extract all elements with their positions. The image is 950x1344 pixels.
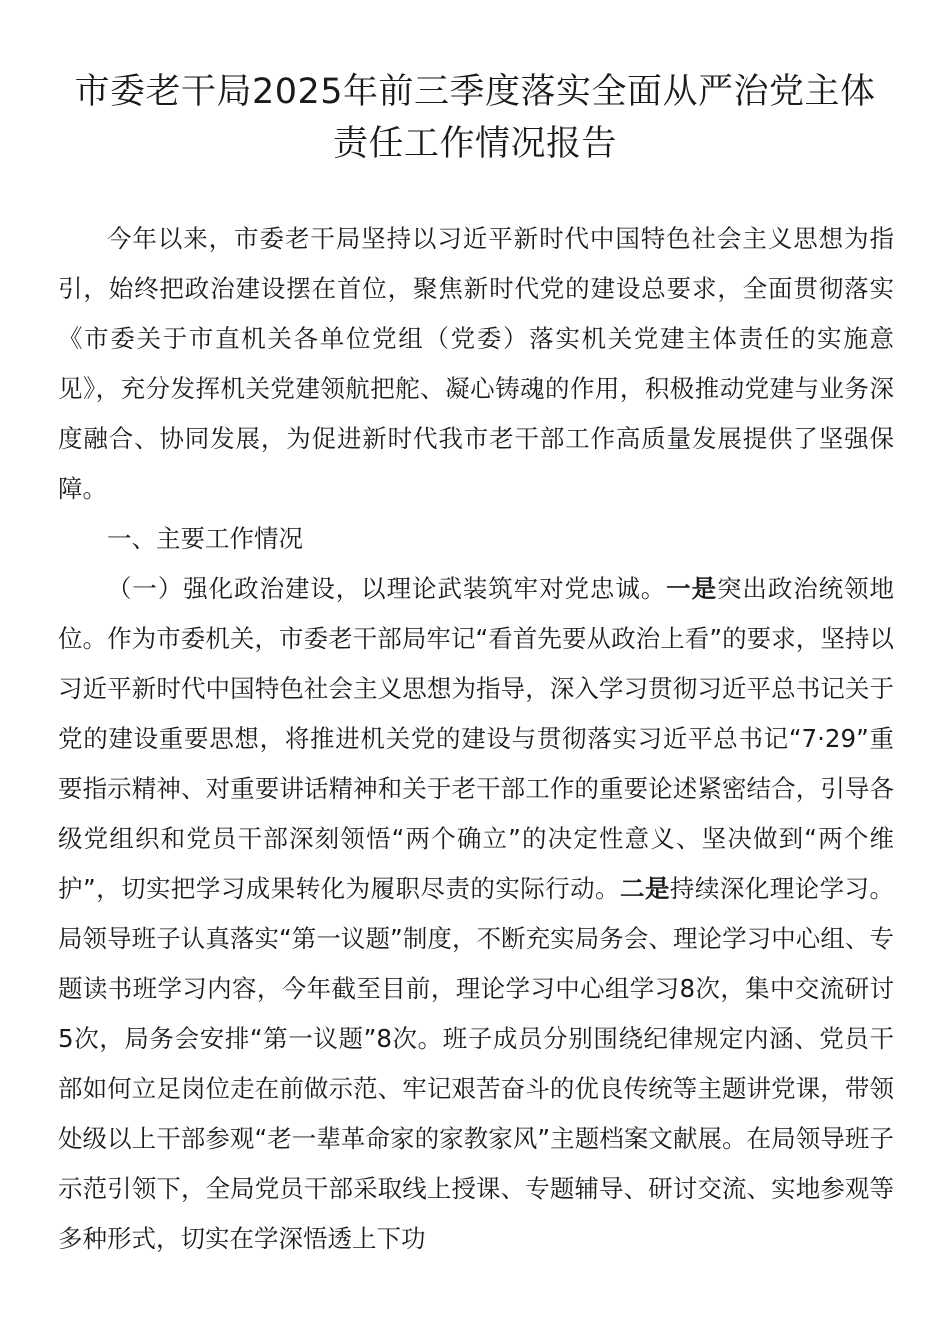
- subsection-paragraph-political-building: [58, 564, 894, 1264]
- point-1-text: 突出政治统领地位。作为市委机关，市委老干部局牢记“看首先要从政治上看”的要求，坚持以习近平新时代中国特色社会主义思想为指导，深入学习贯彻习近平总书记关于党的建设重要思想，将推进机关党的建设与贯彻落实习近平总书记“7·29”重要指示精神、对重要讲话精神和关于老干部工作的重要论述紧密结合，引导各级党组织和党员干部深刻领悟“两个确立”的决定性意义、坚决做到“两个维护”，切实把学习成果转化为履职尽责的实际行动。: [58, 574, 895, 903]
- point-1-label: 一是: [666, 574, 718, 603]
- point-2-text: 持续深化理论学习。局领导班子认真落实“第一议题”制度，不断充实局务会、理论学习中心组、专题读书班学习内容，今年截至目前，理论学习中心组学习8次，集中交流研讨5次，局务会安排“第一议题”8次。班子成员分别围绕纪律规定内涵、党员干部如何立足岗位走在前做示范、牢记艰苦奋斗的优良传统等主题讲党课，带领处级以上干部参观“老一辈革命家的家教家风”主题档案文献展。在局领导班子示范引领下，全局党员干部采取线上授课、专题辅导、研讨交流、实地参观等多种形式，切实在学深悟透上下功: [58, 874, 895, 1253]
- document-title: [40, 66, 910, 170]
- title-line-2: 责任工作情况报告: [332, 124, 617, 164]
- document-body: [58, 214, 894, 1264]
- intro-paragraph: 今年以来，市委老干局坚持以习近平新时代中国特色社会主义思想为指引，始终把政治建设摆在首位，聚焦新时代党的建设总要求，全面贯彻落实《市委关于市直机关各单位党组（党委）落实机关党建主体责任的实施意见》，充分发挥机关党建领航把舵、凝心铸魂的作用，积极推动党建与业务深度融合、协同发展，为促进新时代我市老干部工作高质量发展提供了坚强保障。: [58, 224, 894, 503]
- title-line-1: 市委老干局2025年前三季度落实全面从严治党主体: [74, 72, 876, 112]
- subsection-heading: （一）强化政治建设，以理论武装筑牢对党忠诚。: [107, 574, 667, 603]
- point-2-label: 二是: [620, 874, 670, 903]
- section-heading-main-work: 一、主要工作情况: [107, 524, 303, 553]
